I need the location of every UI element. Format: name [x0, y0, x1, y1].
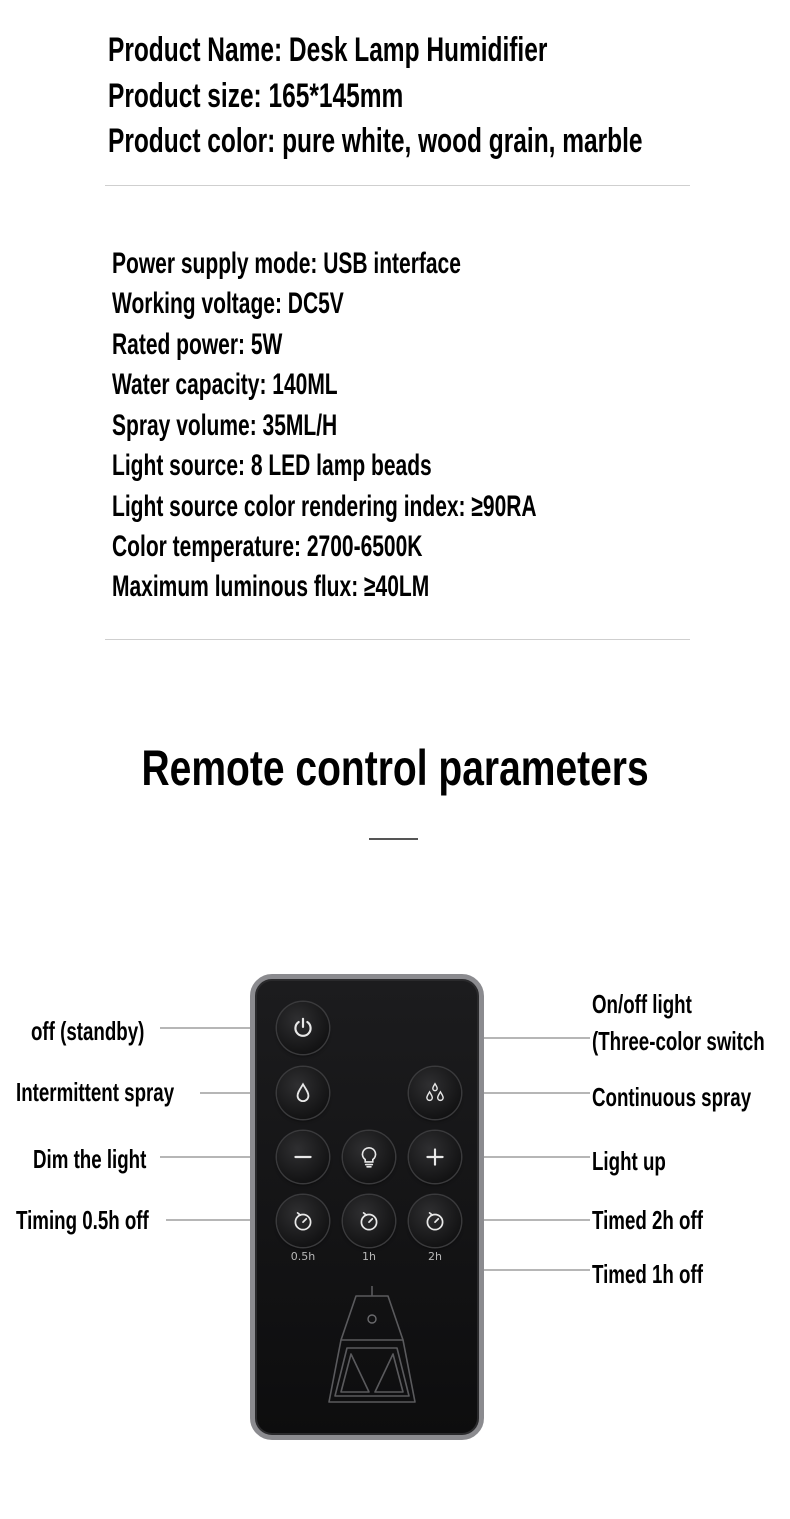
section-title: Remote control parameters	[141, 740, 649, 796]
spec-luminous-flux: Maximum luminous flux: ≥40LM	[112, 570, 430, 603]
label-onoff-light: On/off light	[592, 989, 692, 1019]
spec-cri: Light source color rendering index: ≥90RA	[112, 490, 537, 523]
light-toggle-button[interactable]	[343, 1131, 395, 1183]
timer-2h-button[interactable]	[409, 1195, 461, 1247]
dim-light-button[interactable]	[277, 1131, 329, 1183]
brighten-light-button[interactable]	[409, 1131, 461, 1183]
timer-2h-sublabel: 2h	[428, 1250, 442, 1263]
minus-icon	[290, 1144, 316, 1170]
timer-05h-button[interactable]	[277, 1195, 329, 1247]
product-name: Product Name: Desk Lamp Humidifier	[108, 31, 548, 69]
timer-icon	[422, 1208, 448, 1234]
logo-dot	[368, 1315, 376, 1323]
divider-top	[105, 185, 690, 186]
timer-1h-button[interactable]	[343, 1195, 395, 1247]
timer-icon	[290, 1208, 316, 1234]
label-timed-1h: Timed 1h off	[592, 1259, 703, 1289]
lamp-logo-emboss	[311, 1284, 433, 1414]
continuous-spray-button[interactable]	[409, 1067, 461, 1119]
intermittent-spray-button[interactable]	[277, 1067, 329, 1119]
timer-1h-sublabel: 1h	[362, 1250, 376, 1263]
label-standby: off (standby)	[31, 1016, 145, 1046]
spec-color-temperature: Color temperature: 2700-6500K	[112, 530, 423, 563]
label-three-color-switch: (Three-color switch	[592, 1026, 765, 1056]
label-continuous-spray: Continuous spray	[592, 1082, 752, 1112]
label-dim-light: Dim the light	[33, 1144, 147, 1174]
double-drop-icon	[422, 1080, 448, 1106]
spec-rated-power: Rated power: 5W	[112, 328, 283, 361]
plus-icon	[422, 1144, 448, 1170]
label-intermittent-spray: Intermittent spray	[16, 1077, 175, 1107]
label-timed-2h: Timed 2h off	[592, 1205, 703, 1235]
spec-voltage: Working voltage: DC5V	[112, 287, 344, 320]
spec-power-supply: Power supply mode: USB interface	[112, 247, 461, 280]
water-drop-icon	[290, 1080, 316, 1106]
label-light-up: Light up	[592, 1146, 666, 1176]
spec-spray-volume: Spray volume: 35ML/H	[112, 409, 338, 442]
label-timing-05h: Timing 0.5h off	[16, 1205, 149, 1235]
product-color: Product color: pure white, wood grain, marble	[108, 122, 643, 160]
divider-bottom	[105, 639, 690, 640]
spec-light-source: Light source: 8 LED lamp beads	[112, 449, 432, 482]
title-underline	[369, 838, 418, 840]
light-bulb-icon	[356, 1144, 382, 1170]
remote-control	[250, 974, 484, 1440]
spec-water-capacity: Water capacity: 140ML	[112, 368, 338, 401]
product-size: Product size: 165*145mm	[108, 77, 404, 115]
timer-icon	[356, 1208, 382, 1234]
timer-05h-sublabel: 0.5h	[290, 1250, 316, 1263]
power-icon	[290, 1015, 316, 1041]
power-button[interactable]	[277, 1002, 329, 1054]
